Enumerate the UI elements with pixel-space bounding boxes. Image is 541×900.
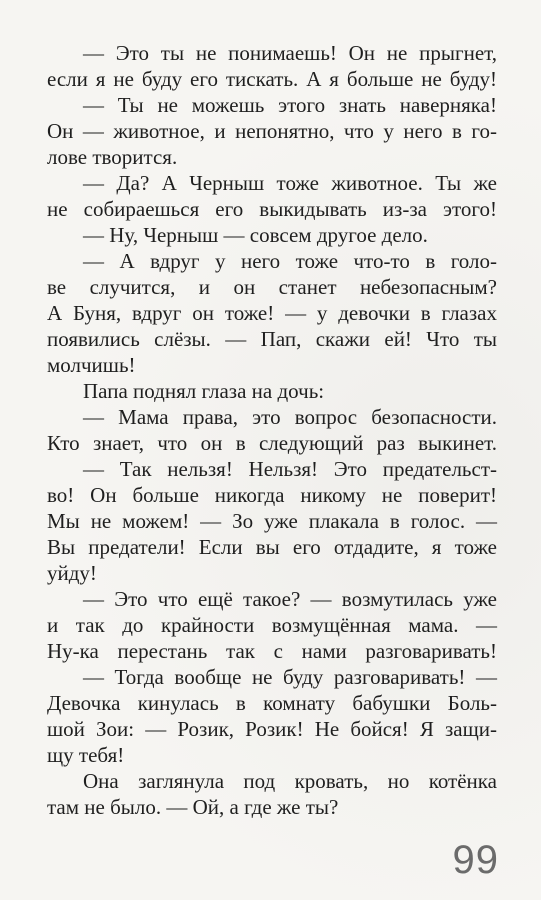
- text-line: если я не буду его тискать. А я больше не буду!: [47, 67, 497, 91]
- text-line: — Да? А Черныш тоже животное. Ты же: [83, 171, 497, 195]
- text-line: — Ну, Черныш — совсем другое дело.: [83, 223, 428, 247]
- text-line: Вы предатели! Если вы его отдадите, я тоже: [47, 535, 497, 559]
- text-line: ве случится, и он станет небезопасным?: [47, 275, 497, 299]
- text-line: лове творится.: [47, 145, 178, 169]
- text-line: Папа поднял глаза на дочь:: [83, 379, 325, 403]
- page-number: 99: [452, 838, 499, 882]
- text-line: во! Он больше никогда никому не поверит!: [47, 483, 497, 507]
- text-line: не собираешься его выкидывать из-за этого!: [47, 197, 497, 221]
- text-line: Девочка кинулась в комнату бабушки Боль-: [47, 691, 497, 715]
- text-line: Она заглянула под кровать, но котёнка: [83, 769, 497, 793]
- text-line: молчишь!: [47, 353, 136, 377]
- text-line: щу тебя!: [47, 743, 125, 767]
- text-line: — Тогда вообще не буду разговаривать! —: [83, 665, 497, 689]
- text-line: Мы не можем! — Зо уже плакала в голос. —: [47, 509, 497, 533]
- text-line: там не было. — Ой, а где же ты?: [47, 795, 339, 819]
- text-line: появились слёзы. — Пап, скажи ей! Что ты: [47, 327, 497, 351]
- text-line: Он — животное, и непонятно, что у него в го-: [47, 119, 497, 143]
- text-line: — Ты не можешь этого знать наверняка!: [83, 93, 497, 117]
- text-line: Кто знает, что он в следующий раз выкинет.: [47, 431, 497, 455]
- text-line: А Буня, вдруг он тоже! — у девочки в глазах: [47, 301, 497, 325]
- text-line: — Это что ещё такое? — возмутилась уже: [83, 587, 497, 611]
- text-line: уйду!: [47, 561, 97, 585]
- text-line: — Мама права, это вопрос безопасности.: [83, 405, 497, 429]
- text-line: — Это ты не понимаешь! Он не прыгнет,: [83, 41, 497, 65]
- text-line: — Так нельзя! Нельзя! Это предательст-: [83, 457, 497, 481]
- text-line: шой Зои: — Розик, Розик! Не бойся! Я защи-: [47, 717, 497, 741]
- text-line: Ну-ка перестань так с нами разговаривать!: [47, 639, 497, 663]
- text-line: — А вдруг у него тоже что-то в голо-: [83, 249, 497, 273]
- text-line: и так до крайности возмущённая мама. —: [47, 613, 497, 637]
